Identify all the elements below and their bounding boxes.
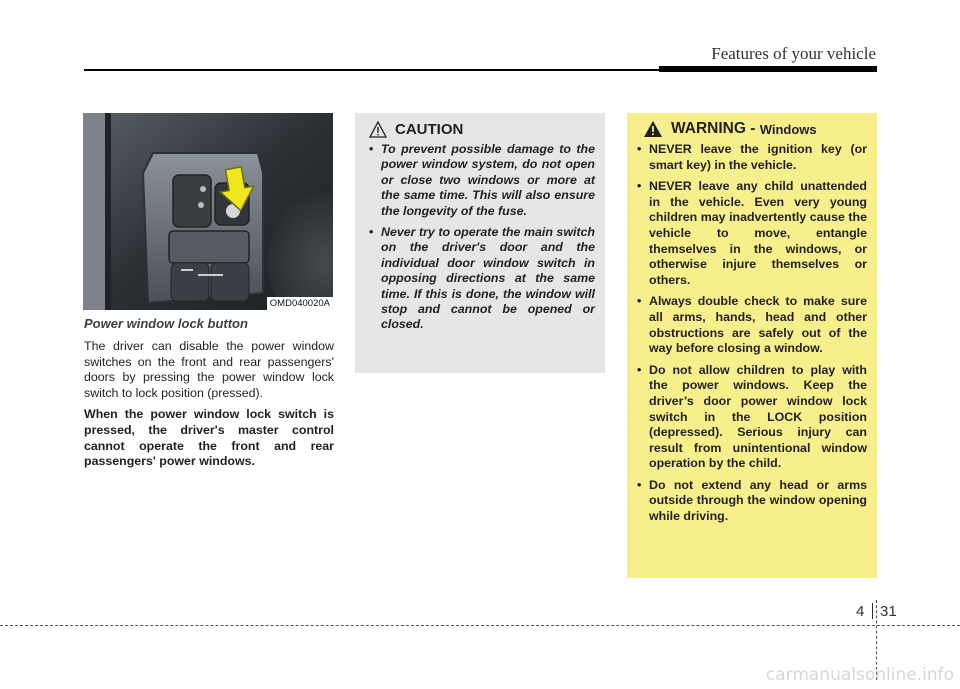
warning-box (627, 113, 877, 578)
warning-item: • Do not allow children to play with the power windows. Keep the driver’s door power window lock switch in the LOCK position (depressed). Serious injury can result from unintentional window operation by the child. (637, 363, 867, 472)
figure-caption: OMD040020A (267, 297, 333, 310)
door-switch-photo (83, 113, 333, 310)
warning-item: • NEVER leave any child unattended in the vehicle. Even very young children may inadvertently cause the vehicle to move, entangle themselves in the windows, or otherwise injure themselves or others. (637, 179, 867, 288)
caution-item: • Never try to operate the main switch on the driver's door and the individual door window switch in opposing directions at the same time. If this is done, the window will stop and cannot be opened or closed. (369, 225, 595, 333)
warning-subtitle: Windows (759, 121, 817, 137)
warning-item: • Do not extend any head or arms outside through the window opening while driving. (637, 478, 867, 525)
caution-item: • To prevent possible damage to the power window system, do not open or close two windows or more at the same time. This will also ensure the longevity of the fuse. (369, 142, 595, 219)
warning-header (637, 120, 867, 138)
header-title: Features of your vehicle (711, 44, 876, 63)
caution-header (369, 121, 595, 138)
footer-rule (0, 625, 960, 626)
body-paragraph: The driver can disable the power window switches on the front and rear passengers' doors by pressing the power window lock switch to lock position (pressed). (84, 339, 334, 400)
page-number: 31 (880, 603, 897, 620)
watermark: carmanualsonline.info (765, 665, 954, 685)
caution-title: CAUTION (395, 121, 464, 138)
header-rule-accent (659, 66, 877, 72)
section-subheading: Power window lock button (84, 316, 248, 331)
warning-item: • Always double check to make sure all arms, hands, head and other obstructions are safely out of the way before closing a window. (637, 294, 867, 356)
warning-item: • NEVER leave the ignition key (or smart key) in the vehicle. (637, 142, 867, 173)
warning-list (637, 142, 867, 525)
emphasis-paragraph: When the power window lock switch is pressed, the driver's master control cannot operate the front and rear passengers' power windows. (84, 407, 334, 469)
warning-title: WARNING - (671, 120, 756, 137)
door-switch-illustration (83, 113, 333, 310)
warning-triangle-icon (643, 120, 663, 138)
chapter-number: 4 (856, 603, 865, 620)
left-text-column (84, 316, 334, 476)
caution-box (355, 113, 605, 373)
caution-list (369, 142, 595, 333)
caution-triangle-icon (369, 121, 387, 138)
footer-separator (872, 603, 873, 619)
